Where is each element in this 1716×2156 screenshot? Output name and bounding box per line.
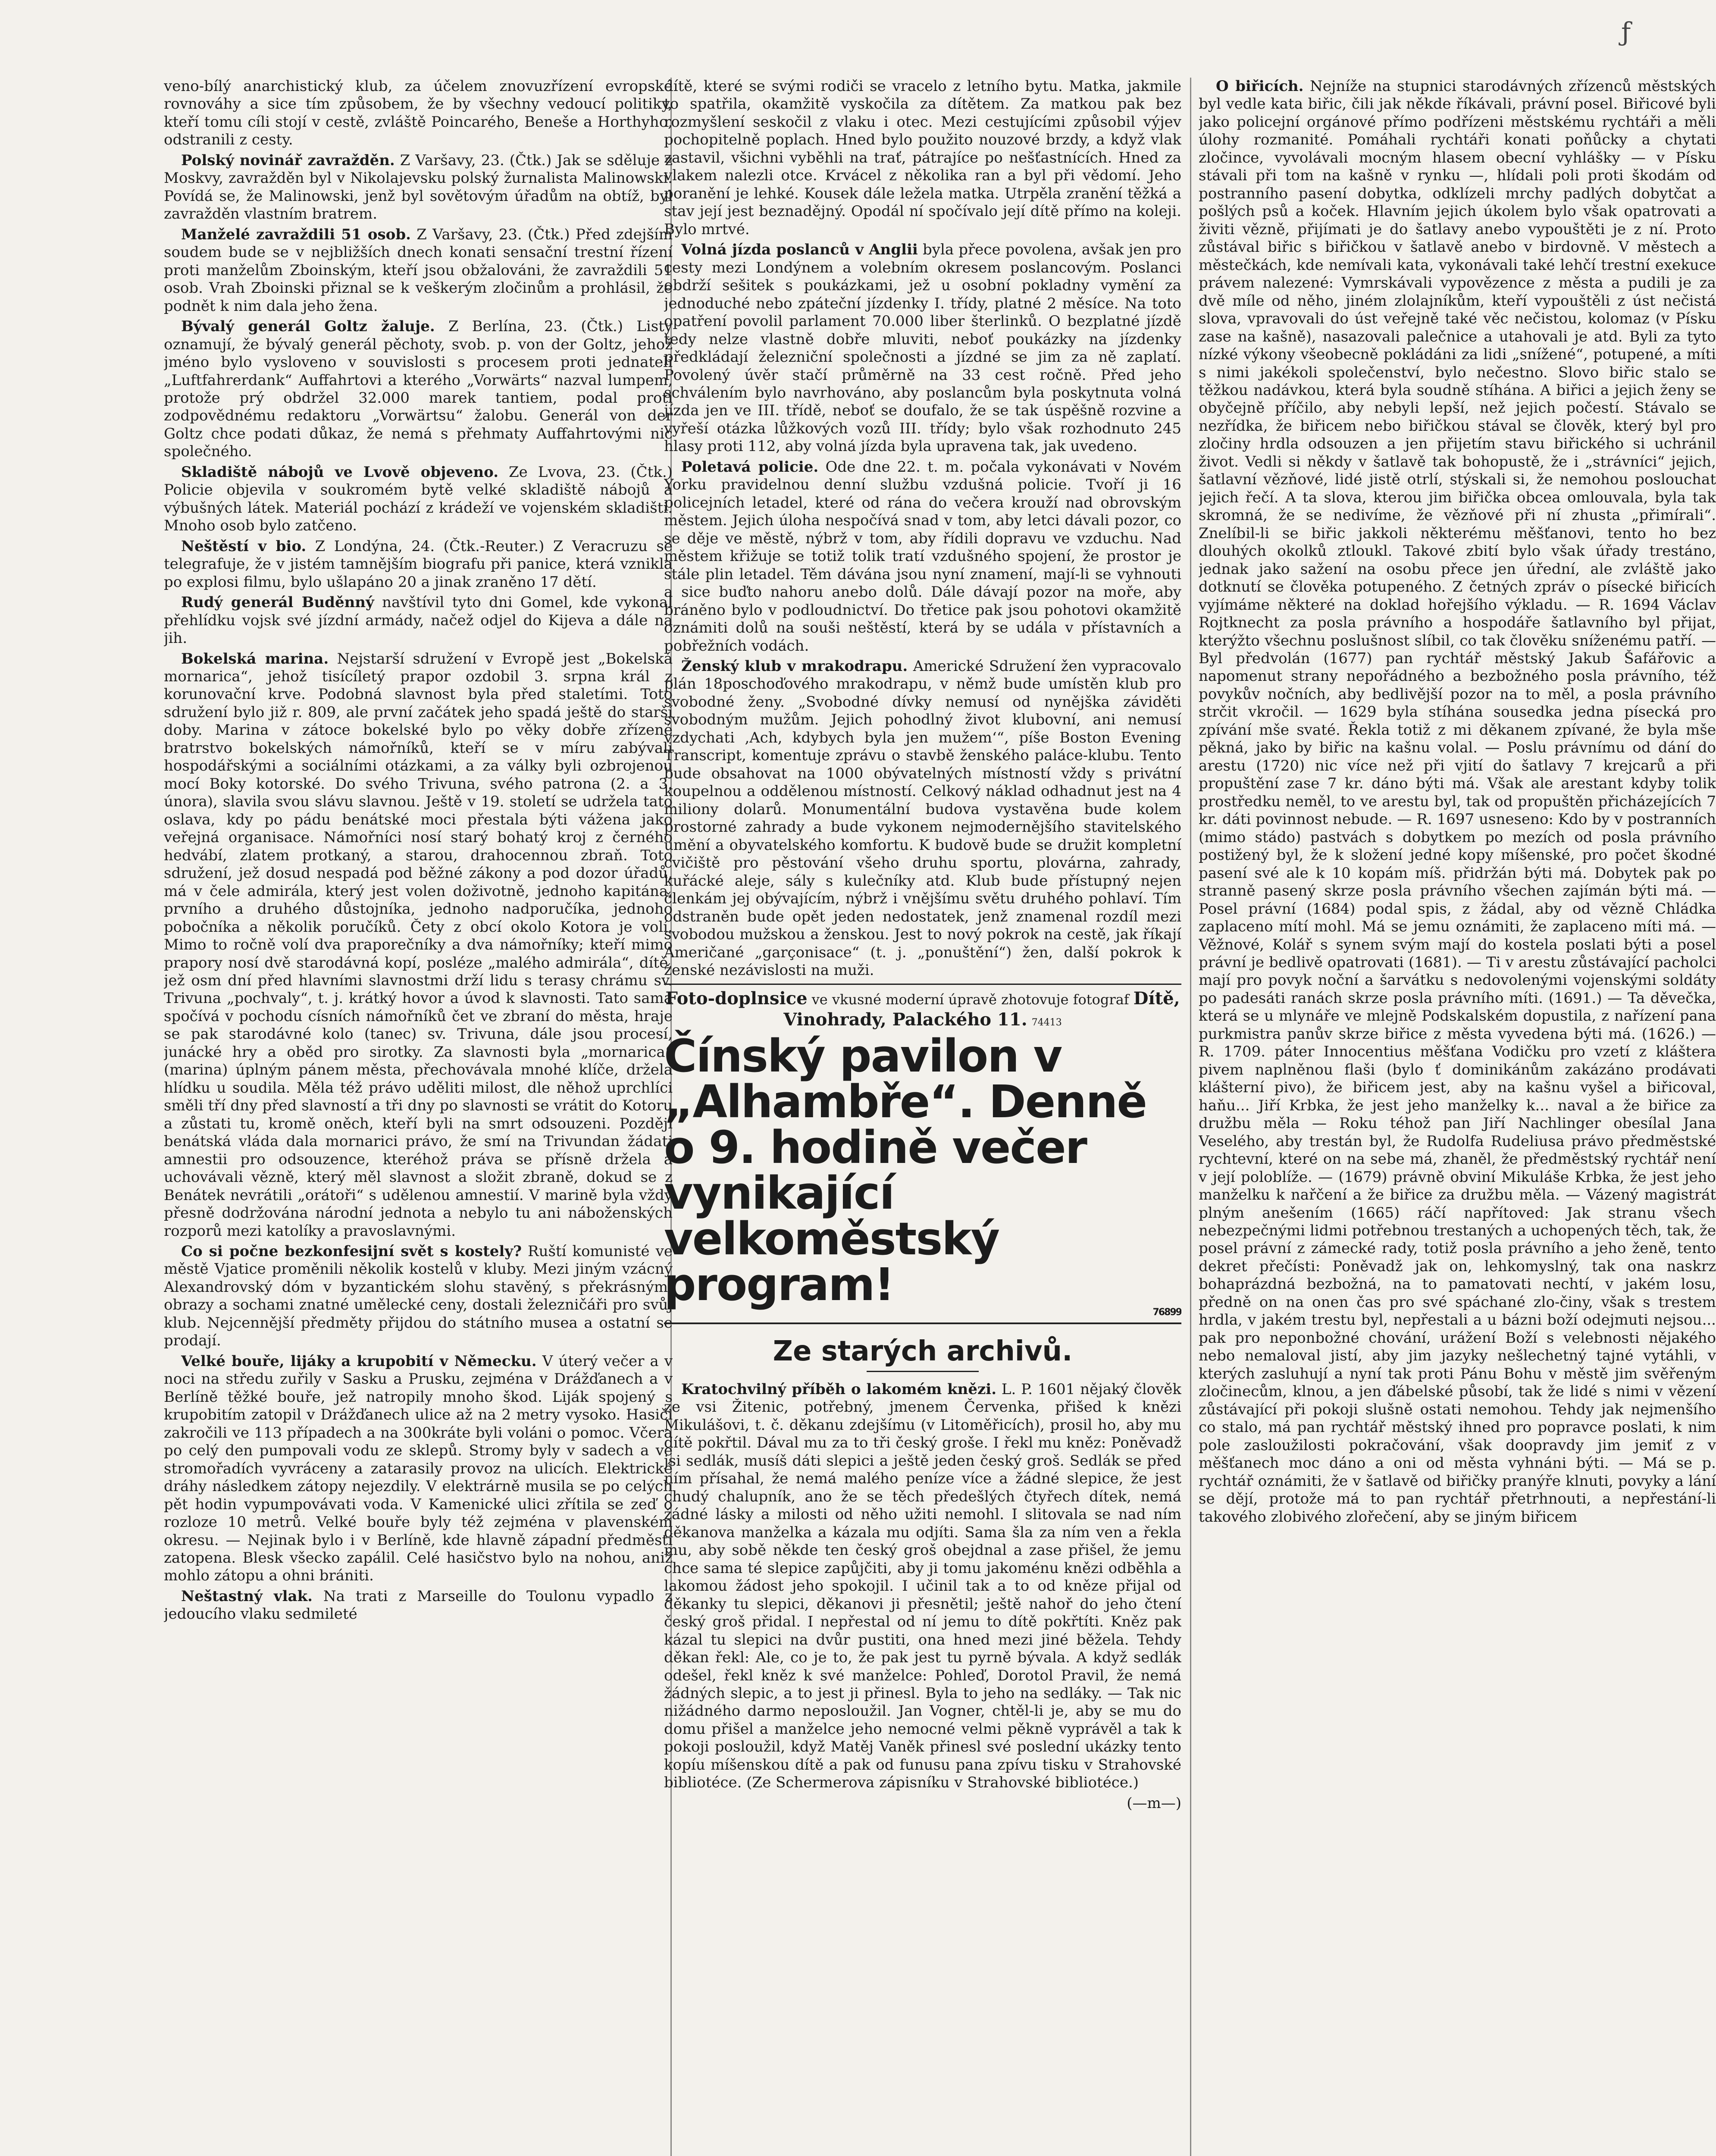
ad-text: ve vkusné moderní úpravě zhotovuje fotograf — [811, 991, 1129, 1008]
photo-advertisement — [664, 984, 1181, 1031]
article — [164, 538, 673, 591]
news-column-right — [1199, 78, 1716, 2156]
story-title: Kratochvilný příběh o lakomém knězi. — [681, 1381, 997, 1398]
author-signature: (—m—) — [1127, 1794, 1181, 1812]
article-text: Z Londýna, 24. (Čtk.-Reuter.) Z Veracruzu se telegrafuje, že v jistém tamnějším biografu při panice, která vznikla po explosi filmu, bylo ušlapáno 20 a jinak zraněno 17 dětí. — [164, 537, 673, 591]
ad-number: 74413 — [1031, 1017, 1062, 1028]
story-text: L. P. 1601 nějaký člověk ze vsi Žitenic, potřebný, jmenem Červenka, přišed k knězi Mikulášovi, t. č. děkanu zdejšímu (v Litoměřicích), prosil ho, aby mu dítě pokřtil. Dával mu za to tři český groše. I řekl mu kněz: Poněvadž jsi sedlák, musíš dáti slepici a ještě jeden český groš. Sedlák se před ním přísahal, že nemá malého peníze více a žádné slepice, že jest chudý chalupník, ano že se těch předešlých čtyřech dítek, nemá žádné lásky a milosti od něho užiti nemohl. I slitovala se nad ním děkanova manželka a kázala mu odjíti. Sama šla za ním ven a řekla mu, aby sobě někde ten český groš obejdnal a zase přišel, že jemu chce sama té slepice zapůjčiti, aby ji tomu jakoménu knězi odběhla a lakomou žádost jeho spokojil. I učinil tak a to od kněze přijal od děkanky tu slepici, děkanovi ji přesnětil; ještě nahoř do jeho čtení český groš přidal. I nepřestal od ní jemu to dítě pokřtíti. Kněz pak kázal tu slepici na dvůr pustiti, ona hned mezi jiné běžela. Tehdy děkan řekl: Ale, co je to, že pak jest tu pyrně bývala. A když sedlák odešel, řekl kněz k své manželce: Pohleď, Dorotol Pravil, že nemá žádných slepic, a to jest ji přinesl. Byla to jeho na sedláky. — Tak nic nižádného darmo neposloužil. Jan Vogner, chtěl-li je, aby se mu do domu přišel a manželce jeho nemocné velmi pěkně vyprávěl a tak k pokoji posloužil, když Matěj Vaněk přinesl své poslední ukázky tento kopíu míšenskou dítě a pak od funusu pana zpívu tisku v Strahovské bibliotéce. (Ze Schermerova zápisníku v Strahovské bibliotéce.) — [664, 1381, 1181, 1792]
ad-number: 76899 — [1152, 1307, 1181, 1318]
article-headline: Volná jízda poslanců v Anglii — [681, 241, 918, 259]
article — [164, 318, 673, 461]
alhambra-advertisement — [664, 1031, 1181, 1324]
article — [164, 1353, 673, 1585]
ad-name: Dítě, Vinohrady, Palackého 11. — [783, 988, 1180, 1030]
article-text: Ze Lvova, 23. (Čtk.) Policie objevila v soukromém bytě velké skladiště nábojů a výbušných látek. Materiál pochází z krádeží ve vojenském skladišti. Mnoho osob bylo zatčeno. — [164, 463, 673, 535]
article-text: Z Varšavy, 23. (Čtk.) Jak se sděluje z Moskvy, zavražděn byl v Nikolajevsku polský žurnalista Malinowski. Povídá se, že Malinowski, jenž byl sovětovým úřadům na obtíž, byl zavražděn vlastním bratrem. — [164, 151, 673, 223]
article-headline: Polský novinář zavražděn. — [181, 151, 395, 169]
article-headline: Manželé zavraždili 51 osob. — [181, 226, 411, 243]
article — [664, 458, 1181, 655]
news-column-left — [164, 78, 673, 2156]
article-text: Nejníže na stupnici starodávných zřízenců městských byl vedle kata biřic, čili jak někde říkávali, právní posel. Biřicové byli jako policejní orgánové přímo podřízeni městskému rychtáři a měli úlohy rozmanité. Pomáhali rychtáři konati poňůcky a chytati zločince, vyvolávali mocným hlasem obecní vyhlášky — v Písku stávali při tom na kašně v rynku —, hlídali poli proti škodám od postranního pasení dobytka, odklízeli mrchy padlých dobytčat a pošlých psů a koček. Hlavním jejich úkolem bylo však opatrovati a živiti vězně, přijímati je do šatlavy anebo vypouštěti je z ní. Proto zůstával biřic s biřičkou v šatlavě anebo v birdovně. V městech a městečkách, kde nemívali kata, vykonávali také lehčí trestní exekuce právem nalezené: Vymrskávali vypovězence z města a pudili je za dvě míle od něho, jiném zlolajníkům, kteří vypouštěli z úst nečistá slova, vpravovali do úst veřejně také věc nečistou, kolomaz (v Písku zase na kašně), nasazovali palečnice a utahovali je atd. Byli za tyto nízké výkony všeobecně pokládáni za lidi „snížené“, potupené, a míti s nimi jakékoli společenství, bylo nečestno. Slovo biřic stalo se těžkou nadávkou, která byla soudně stíhána. A biřici a jejich ženy se obyčejně příčilo, aby nebyli lepší, než jejich počestí. Stávalo se nezřídka, že biřicem nebo biřičkou stával se člověk, který byl pro zločiny hrdla odsouzen a jen přijetím stavu biřického si uchránil život. Vedli si někdy v šatlavě tak bohopustě, že i „strávníci“ jejich, šatlavní vězňové, lidé jistě otrlí, stýskali si, že nemohou poslouchat jejich řečí. A ta slova, kterou jim biřička obcea omlouvala, byla tak skromná, že se nedivíme, že vězňové při ní zhusta „přimírali“. Znelíbil-li se biřic jakkoli některému měšťanovi, tento ho bez dlouhých okolků ztloukl. Takové zbití bylo však úřady trestáno, jednak jako sažení na osobu přece jen úřední, ale zvláště jako dotknutí se člověka potupeného. Z četných zpráv o písecké biřicích vyjímáme některé na doklad hořejšího výkladu. — R. 1694 Václav Rojtknecht za posla právního a hospodáře šatlavního byl přijat, kterýžto všechnu poslušnost slíbil, co tak člověku sníženému patří. — Byl předvolán (1677) pan rychtář městský Jakub Šafářovic a napomenut strany nepořádného a bezbožného posla právního, též povykův nočních, aby bedlivější pozor na to měl, a posla právního strčit vkročil. — 1629 byla stíhána sousedka jedna písecká pro zpívání mše svaté. Řekla totiž z mi děkanem zpívané, že byla mše pěkná, jako by biřic na kašnu volal. — Poslu právnímu od dání do arestu (1720) nic více než při vjití do šatlavy 7 krejcarů a při propuštění zase 7 kr. dáno býti má. Však ale arestant kdyby tolik prostředku neměl, to ve arestu byl, tak od propuštěn přicházejících 7 kr. dáti povinnost nebude. — R. 1697 usneseno: Kdo by v postranních (mimo stádo) pastvách s dobytkem po mezích od posla právního postižený byl, že k složení jedné kopy míšenské, pro počet škodné pasení své ale k 10 kopám míš. přidržán býti má. Dobytek pak po stranně pasený skrze posla právního všechen zajímán býti má. — Posel právní (1684) podal spis, z žádal, aby od vězně Chládka zaplaceno mítí mohl. Má se jemu oznámiti, že zaplaceno míti má. — Věžnové, Kolář s synem svým mají do kostela poslati býti a posel právní je bedlivě opatrovati (1681). — Ti v arestu zůstávající pacholci mají pro povyk noční a šarvátku s nedovolenými vojenskými soldáty po padesáti ranách skrze posla právního míti. (1691.) — Ta děvečka, která se u mlynáře ve mlejně Podskalském dopustila, z nařízení pana purkmistra panův skrze biřice z města vyvedena býti má. (1626.) — R. 1709. páter Innocentius měšťana Vodičku pro vzetí z kláštera pivem naplněnou flaši (bylo ť dominikánům zakázáno prodávati klášterní pivo), že biřicem jest, aby na kašnu vyšel a biřicoval, haňu... Jiří Krbka, že jest jeho manželky k... naval a že biřice za družbu měla — Roku téhož pan Jiří Nachlinger obesílal Jana Veselého, aby trestán byl, že Rudolfa Rudeliusa právo předměstské rychtevní, které on na sebe má, zhaněl, že předměstský rychtář není v její poloblíže. — (1679) právně obviní Mikuláše Krbka, že jest jeho manželku k nařčení a že biřice za družbu měla. — Vázený magistrát plným anešením (1665) ráčí napřítoved: Jak stranu všech nebezpečnými lidmi potřebnou trestaných a uchopených těch, tak, že posel právní z zámecké rady, totiž posla právního a jeho ženě, tento dekret přečísti: Poněvadž jak on, lehkomyslný, tak ona naskrz bohaprázdná bezbožná, na to pamatovati nechtí, v jakém losu, předně on na onen čas pro své spáchané zlo-činy, však s trestem hrdla, v jakém trestu byl, nepřestali a u bázni boží odejmuti nejsou... pak pro neponbožné chování, urážení Boží s velebnosti nějakého nebo nemaloval jistí, aby jim jazyky nešlechetný tajné vytáhli, v kterých zasluhují a nyní tak proti Pánu Bohu v městě jim svěřeným zločinecům, klnou, a jen ďábelské působí, tak že lidé s nimi v vězení zůstávající při pokoji slušně ostati nemohou. Tehdy jak nejmenšího co stalo, má pan rychtář městský ihned pro popravce poslati, k nim pole zasloužilosti pokračování, však doopravdy jim jemiť z v měšťanech moc dáno a oni od města vyhnáni býti. — Má se p. rychtář oznámiti, že v šatlavě od biřičky pranýře klnuti, povyky a lání se dějí, protože má to pan rychtář přetrhnouti, a nepřestání-li takového zlobivého zlořečení, aby se jiným biřicem — [1199, 78, 1716, 1526]
article — [164, 152, 673, 223]
page-corner-mark: ƒ — [1621, 17, 1631, 47]
article-headline: Velké bouře, lijáky a krupobití v Německu. — [181, 1352, 537, 1370]
article-text: navštívil tyto dni Gomel, kde vykonal přehlídku vojsk své jízdní armády, načež odjel do Kijeva a dále na jih. — [164, 594, 673, 647]
article-headline: Bokelská marina. — [181, 650, 329, 667]
article-headline: Skladiště nábojů ve Lvově objeveno. — [181, 463, 499, 481]
section-divider — [867, 1371, 979, 1372]
article — [164, 650, 673, 1240]
archive-story — [664, 1381, 1181, 1792]
article — [1199, 78, 1716, 1526]
article-headline: Ženský klub v mrakodrapu. — [681, 658, 908, 675]
article-text: veno-bílý anarchistický klub, za účelem znovuzřízení evropské rovnováhy a sice tím způsobem, že by všechny vedoucí politiky, kteří tomu cíli stojí v cestě, zvláště Poincarého, Beneše a Horthyho, odstranili z cesty. — [164, 78, 673, 149]
article — [164, 594, 673, 647]
article — [164, 1588, 673, 1623]
article-text: Z Berlína, 23. (Čtk.) Listy oznamují, že bývalý generál pěchoty, svob. p. von der Goltz, jehož jméno bylo vysloveno v souvislosti s procesem proti jednateli „Luftfahrerdank“ Auffahrtovi a kterého „Vorwärts“ nazval lumpem, protože prý obdržel 32.000 marek tantiem, podal proti zodpovědnému redaktoru „Vorwärtsu“ žalobu. Generál von der Goltz chce podati důkaz, že nemá s přehmaty Auffahrtovými nic společného. — [164, 318, 673, 461]
article-headline: Neštastný vlak. — [181, 1587, 313, 1605]
section-title: Ze starých archivů. — [773, 1335, 1073, 1367]
article-text: byla přece povolena, avšak jen pro cesty mezi Londýnem a volebním okresem poslancovým. Poslanci obdrží sešitek s poukázkami, jež u osobní pokladny vymění za jednoduché nebo zpáteční jízdenky I. třídy, platné 2 měsíce. Na toto opatření povolil parlament 70.000 liber šterlinků. O bezplatné jízdě tedy nelze vlastně dobře mluviti, neboť poukázky na jízdenky předkládají železniční společnosti a jízdné se jim za ně zaplatí. Povolený úvěr stačí průměrně na 33 cest ročně. Před jeho schválením bylo navrhováno, aby poslancům byla poskytnuta volná jízda jen ve III. třídě, neboť se doufalo, že se tak úspěšně rozvine a vyřeší otázka lůžkových vozů III. třídy; bylo však rozhodnuto 245 hlasy proti 112, aby volná jízda byla upravena tak, jak uvedeno. — [664, 241, 1181, 455]
article-headline: Co si počne bezkonfesijní svět s kostely? — [181, 1243, 522, 1260]
article-text: Nejstarší sdružení v Evropě jest „Bokelská mornarica“, jehož tisícíletý prapor ozdobil 3. srpna král z korunovační krve. Podobná slavnost byla před staletími. Toto sdružení bylo již r. 809, ale první začátek jeho spadá ještě do starší doby. Marina v zátoce bokelské bylo po věky dobře zřízené bratrstvo bokelských námořníků, kteří se v míru zabývali hospodářskými a sociálními otázkami, a za války byli ozbrojenou mocí Boky kotorské. Do svého Trivuna, svého patrona (2. a 3. února), slavila svou slávu slavnou. Ještě v 19. století se udržela tato oslava, kdy po pádu benátské moci přestala býti vážena jako veřejná organisace. Námořníci nosí starý bohatý kroj z černého hedvábí, zlatem protkaný, a starou, drahocennou zbraň. Toto sdružení, jež dosud nespadá pod běžné zákony a pod dozor úřadů, má v čele admirála, který jest volen doživotně, jednoho kapitána, prvního a druhého důstojníka, jednoho nadporučíka, jednoho pobočníka a několik poručíků. Čety z obcí okolo Kotora je volí. Mimo to ročně volí dva praporečníky a dva námořníky; kteří mimo prapory nosí dvě starodávná kopí, posléze „malého admirála“, dítě, jež osm dní před hlavními slavnostmi drží lidu s terasy chrámu sv. Trivuna „pochvaly“, t. j. krátký hovor a úvod k slavnosti. Tato sama spočívá v pochodu císních námořníků čet ve zbraní do města, hraje se pak starodávné kolo (tanec) sv. Trivuna, dále jsou procesí, junácké hry a oběd pro sirotky. Za slavnosti byla „mornarica“ (marina) úplným pánem města, přechovávala mnohé klíče, držela hlídku u soudila. Měla též právo uděliti milost, dle něhož uprchlíci směli tří dny před slavností a tři dny po slavnosti se vrátit do Kotoru a zůstati tu, kromě oněch, kteří byli na smrt odsouzeni. Později benátská vláda dala mornarici právo, že smí na Trivundan žádati amnestii pro odsouzence, kteréhož práva se přísně držela a uchovávali vězně, který měl slavnost a složit zbraně, dokud se z Benátek nevrátili „orátoři“ s udělenou amnestií. V marině byla vždy přesně dodržována národní jednota a nebylo tu ani náboženských rozporů mezi katolíky a pravoslavnými. — [164, 650, 673, 1240]
ad-headline: Čínský pavilon v „Alhambře“. Denně o 9. hodině večer vynikající velkoměstský program! — [664, 1030, 1146, 1311]
article — [164, 1243, 673, 1350]
article-text: Ode dne 22. t. m. počala vykonávati v Novém Yorku pravidelnou denní službu vzdušná policie. Tvoří ji 16 policejních letadel, které od rána do večera krouží nad obrovským městem. Jejich úloha nespočívá snad v tom, aby letci dávali pozor, co se děje ve městě, nýbrž v tom, aby řídili dopravu ve vzduchu. Nad městem křižuje se totiž tolik tratí vzdušného spojení, že prostor je stále plin letadel. Těm dávána jsou nyní znamení, mají-li se vyhnouti a sice buďto nahoru anebo dolů. Dále dávají pozor na moře, aby bráněno bylo v podloudnictví. Do třetice pak jsou pohotovi okamžitě oznámiti dolů na souši neštěstí, která by se udála v přístavních a pobřežních vodách. — [664, 458, 1181, 655]
ad-label: Foto-doplnsice — [665, 988, 808, 1009]
article-text: Na trati z Marseille do Toulonu vypadlo z jedoucího vlaku sedmileté — [164, 1587, 673, 1623]
column-rule-2 — [1190, 78, 1191, 2156]
article-headline: Rudý generál Buděnný — [181, 594, 374, 611]
article-headline: Neštěstí v bio. — [181, 537, 307, 555]
article-text: Z Varšavy, 23. (Čtk.) Před zdejším soudem bude se v nejbližších dnech konati sensační trestní řízení proti manželům Zboinským, kteří jsou obžalováni, že zavraždili 51 osob. Vrah Zboinski přiznal se k veškerým zločinům a prohlásil, že podnět k nim dala jeho žena. — [164, 226, 673, 315]
article-text: Ruští komunisté ve městě Vjatice proměnili několik kostelů v kluby. Mezi jiným vzácný Alexandrovský dóm v byzantickém slohu stavěný, s překrásnými obrazy a sochami znatné umělecké ceny, dostali železničáři pro svůj klub. Nejcennější předměty přijdou do státního musea a ostatní se prodají. — [164, 1243, 673, 1350]
article-text: V úterý večer a v noci na středu zuřily v Sasku a Prusku, zejména v Drážďanech a v Berlíně těžké bouře, jež natropily mnoho škod. Liják spojený s krupobitím zatopil v Drážďanech ulice až na 2 metry vysoko. Hasiči zakročili ve 113 případech a na 300kráte byli voláni o pomoc. Včera po celý den pumpovali vodu ze sklepů. Stromy byly v sadech a ve stromořadích vyvráceny a zatarasily provoz na ulicích. Elektrické dráhy následkem zátopy nejezdily. V elektrárně musila se po celých pět hodin vypumpovávati voda. V Kamenické ulici zřítila se zeď o rozloze 10 metrů. Velké bouře byly též zejména v plavenském okresu. — Nejinak bylo i v Berlíně, kde hlavně západní předměstí zatopena. Blesk všecko zapálil. Celé hasičstvo bylo na nohou, aniž mohlo zátopu a ohni brániti. — [164, 1352, 673, 1585]
news-column-middle — [664, 78, 1181, 2156]
article-headline: O biřicích. — [1216, 78, 1304, 95]
article-text: dítě, které se svými rodiči se vracelo z letního bytu. Matka, jakmile to spatřila, okamžitě vyskočila za dítětem. Za matkou pak bez rozmyšlení seskočil z vlaku i otec. Mezi cestujícími způsobil výjev pochopitelně poplach. Hned bylo použito nouzové brzdy, a když vlak zastavil, všichni vyběhli na trať, pátrajíce po nešťastnících. Hned za vlakem nalezli otce. Krvácel z několika ran a byl při vědomí. Jeho poranění je lehké. Kousek dále ležela matka. Utrpěla zranění těžká a stav její jest beznadějný. Opodál ní spočívalo její dítě přímo na koleji. Bylo mrtvé. — [664, 78, 1181, 238]
article-headline: Bývalý generál Goltz žaluje. — [181, 318, 435, 335]
article-text: Americké Sdružení žen vypracovalo plán 18poschoďového mrakodrapu, v němž bude umístěn klub pro svobodné ženy. „Svobodné dívky nemusí od nynějška záviděti svobodným mužům. Jejich pohodlný život klubovní, ani nemusí vzdychati ‚Ach, kdybych byla jen mužem‘“, píše Boston Evening Transcript, komentuje zprávu o stavbě ženského paláce-klubu. Tento bude obsahovat na 1000 obývatelných místností vždy s privátní koupelnou a oddělenou místností. Celkový náklad odhadnut jest na 4 miliony dolarů. Monumentální budova vystavěna bude kolem prostorné zahrady a bude vykonem nejmodernějšího stavitelského umění a obyvatelského komfortu. K budově bude se družit kompletní cvičiště pro pěstování všeho druhu sportu, plovárna, zahrady, kuřácké aleje, sály s kulečníky atd. Klub bude přístupný nejen členkám jej obývajícím, nýbrž i vnějšímu světu druhého pohlaví. Tím odstraněn bude opět jeden nedostatek, jenž znamenal rozdíl mezi svobodou mužskou a ženskou. Jest to nový pokrok na cestě, jak říkají Američané „garçonisace“ (t. j. „ponuštění“) žen, další pokrok k ženské nezávislosti na muži. — [664, 658, 1181, 979]
article — [664, 658, 1181, 979]
article — [164, 464, 673, 535]
article-headline: Poletavá policie. — [681, 458, 819, 476]
article — [664, 241, 1181, 456]
article — [164, 226, 673, 315]
